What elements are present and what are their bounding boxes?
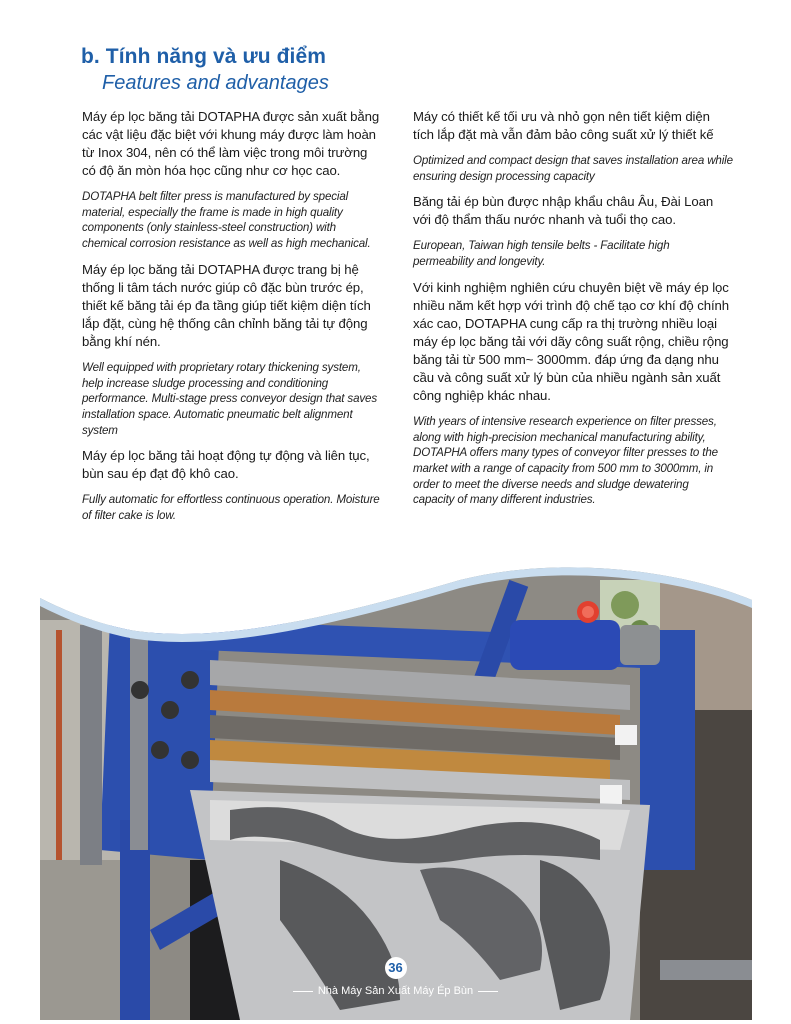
feature-paragraph-vi: Máy ép lọc băng tải DOTAPHA được trang bị hệ thống li tâm tách nước giúp cô đặc bùn trước ép, thiết kế băng tải ép đa tầng giúp tiết kiệm diện tích lắp đặt, cùng hệ thống cân chỉnh băng tải tự động bằng khí nén.: [82, 261, 371, 349]
feature-paragraph-vi: Với kinh nghiệm nghiên cứu chuyên biệt về máy ép lọc nhiều năm kết hợp với trình độ chế tạo cơ khí độ chính xác cao, DOTAPHA cung cấp ra thị trường nhiều loại máy ép lọc băng tải với dãy công suất rộng, chiều rộng băng tải từ 500 mm~ 3000mm. đáp ứng đa dạng nhu cầu và công suất xử lý bùn của nhiều ngành sản xuất công nghiệp khác nhau.: [413, 279, 729, 403]
heading-english: Features and advantages: [102, 72, 329, 94]
feature-paragraph-vi: Băng tải ép bùn được nhập khẩu châu Âu, Đài Loan với độ thẩm thấu nước nhanh và tuổi thọ cao.: [413, 194, 714, 228]
page-number-badge: 36: [385, 957, 407, 979]
right-column: [413, 108, 733, 517]
feature-paragraph-en: European, Taiwan high tensile belts - Facilitate high permeability and longevity.: [413, 239, 670, 269]
footer-dash-left: [293, 991, 313, 992]
footer-title-line: [0, 985, 791, 997]
feature-paragraph-en: With years of intensive research experience on filter presses, along with high-precision mechanical manufacturing ability, DOTAPHA offers many types of conveyor filter presses to the market with a range of capacity from 500 mm to 3000mm, in order to meet the diverse needs and sludge dewatering capacity of many different industries.: [413, 414, 718, 507]
page-footer: [0, 957, 791, 997]
section-heading: [81, 44, 329, 96]
footer-title: Nhà Máy Sản Xuất Máy Ép Bùn: [317, 985, 474, 997]
feature-paragraph-vi: Máy ép lọc băng tải hoạt động tự động và liên tục, bùn sau ép đạt độ khô cao.: [82, 448, 370, 482]
footer-dash-right: [478, 991, 498, 992]
feature-paragraph-en: Fully automatic for effortless continuous operation. Moisture of filter cake is low.: [82, 493, 380, 523]
machine-photo: [40, 560, 752, 1020]
feature-paragraph-vi: Máy có thiết kế tối ưu và nhỏ gọn nên tiết kiệm diện tích lắp đặt mà vẫn đảm bảo công suất xử lý thiết kế: [413, 109, 714, 142]
left-column: [82, 108, 382, 533]
heading-vietnamese: b. Tính năng và ưu điểm: [81, 45, 327, 68]
feature-paragraph-vi: Máy ép lọc băng tải DOTAPHA được sản xuất bằng các vật liệu đặc biệt với khung máy được làm hoàn từ Inox 304, nên có thể làm việc trong môi trường có độ ăn mòn hóa học cũng như cơ học cao.: [82, 109, 380, 178]
feature-paragraph-en: Well equipped with proprietary rotary thickening system, help increase sludge processing and conditioning performance. Multi-stage press conveyor design that saves installation space. Automatic pneumatic belt alignment system: [82, 360, 377, 437]
feature-paragraph-en: DOTAPHA belt filter press is manufactured by special material, especially the frame is made in high quality components (only stainless-steel construction) with chemical corrosion resistance as well as high mechanical.: [82, 190, 371, 251]
feature-paragraph-en: Optimized and compact design that saves installation area while ensuring design processing capacity: [413, 154, 733, 183]
